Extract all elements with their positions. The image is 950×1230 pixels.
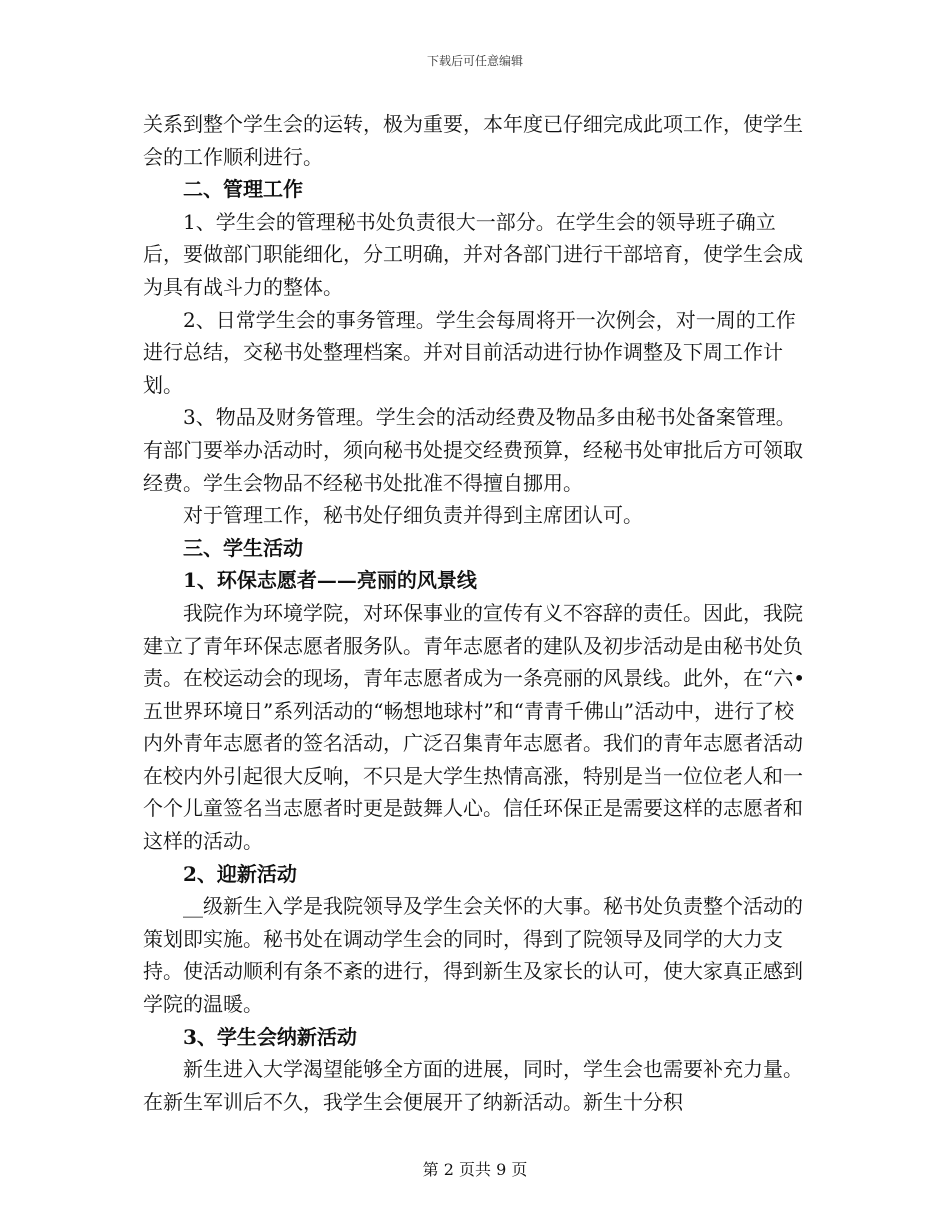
paragraph: 关系到整个学生会的运转，极为重要，本年度已仔细完成此项工作，使学生会的工作顺利进行。 [143, 112, 803, 169]
paragraph: 3、物品及财务管理。学生会的活动经费及物品多由秘书处备案管理。有部门要举办活动时，须向秘书处提交经费预算，经秘书处审批后方可领取经费。学生会物品不经秘书处批准不得擅自挪用。 [143, 405, 803, 495]
page-footer: 第 2 页共 9 页 [422, 1160, 528, 1179]
section-heading: 三、学生活动 [183, 535, 303, 560]
paragraph: 对于管理工作，秘书处仔细负责并得到主席团认可。 [183, 503, 643, 528]
paragraph: 2、日常学生会的事务管理。学生会每周将开一次例会，对一周的工作进行总结，交秘书处整理档案。并对目前活动进行协作调整及下周工作计划。 [143, 307, 796, 397]
subsection-heading: 2、迎新活动 [183, 861, 297, 886]
subsection-heading: 3、学生会纳新活动 [183, 1024, 357, 1049]
document-body [143, 108, 811, 1118]
paragraph: 1、学生会的管理秘书处负责很大一部分。在学生会的领导班子确立后，要做部门职能细化，分工明确，并对各部门进行干部培育，使学生会成为具有战斗力的整体。 [143, 209, 803, 299]
page-header: 下载后可任意编辑 [426, 54, 523, 68]
subsection-heading: 1、环保志愿者——亮丽的风景线 [183, 568, 477, 593]
paragraph: 新生进入大学渴望能够全方面的进展，同时，学生会也需要补充力量。在新生军训后不久，我学生会便展开了纳新活动。新生十分积 [143, 1057, 803, 1114]
paragraph: __级新生入学是我院领导及学生会关怀的大事。秘书处负责整个活动的策划即实施。秘书处在调动学生会的同时，得到了院领导及同学的大力支持。使活动顺利有条不紊的进行，得到新生及家长的认可，使大家真正感到学院的温暖。 [143, 894, 803, 1017]
paragraph: 我院作为环境学院，对环保事业的宣传有义不容辞的责任。因此，我院建立了青年环保志愿者服务队。青年志愿者的建队及初步活动是由秘书处负责。在校运动会的现场，青年志愿者成为一条亮丽的风景线。此外，在“六•五世界环境日”系列活动的“畅想地球村”和“青青千佛山”活动中，进行了校内外青年志愿者的签名活动，广泛召集青年志愿者。我们的青年志愿者活动在校内外引起很大反响，不只是大学生热情高涨，特别是当一位位老人和一个个儿童签名当志愿者时更是鼓舞人心。信任环保正是需要这样的志愿者和这样的活动。 [143, 600, 806, 854]
section-heading: 二、管理工作 [183, 177, 303, 202]
